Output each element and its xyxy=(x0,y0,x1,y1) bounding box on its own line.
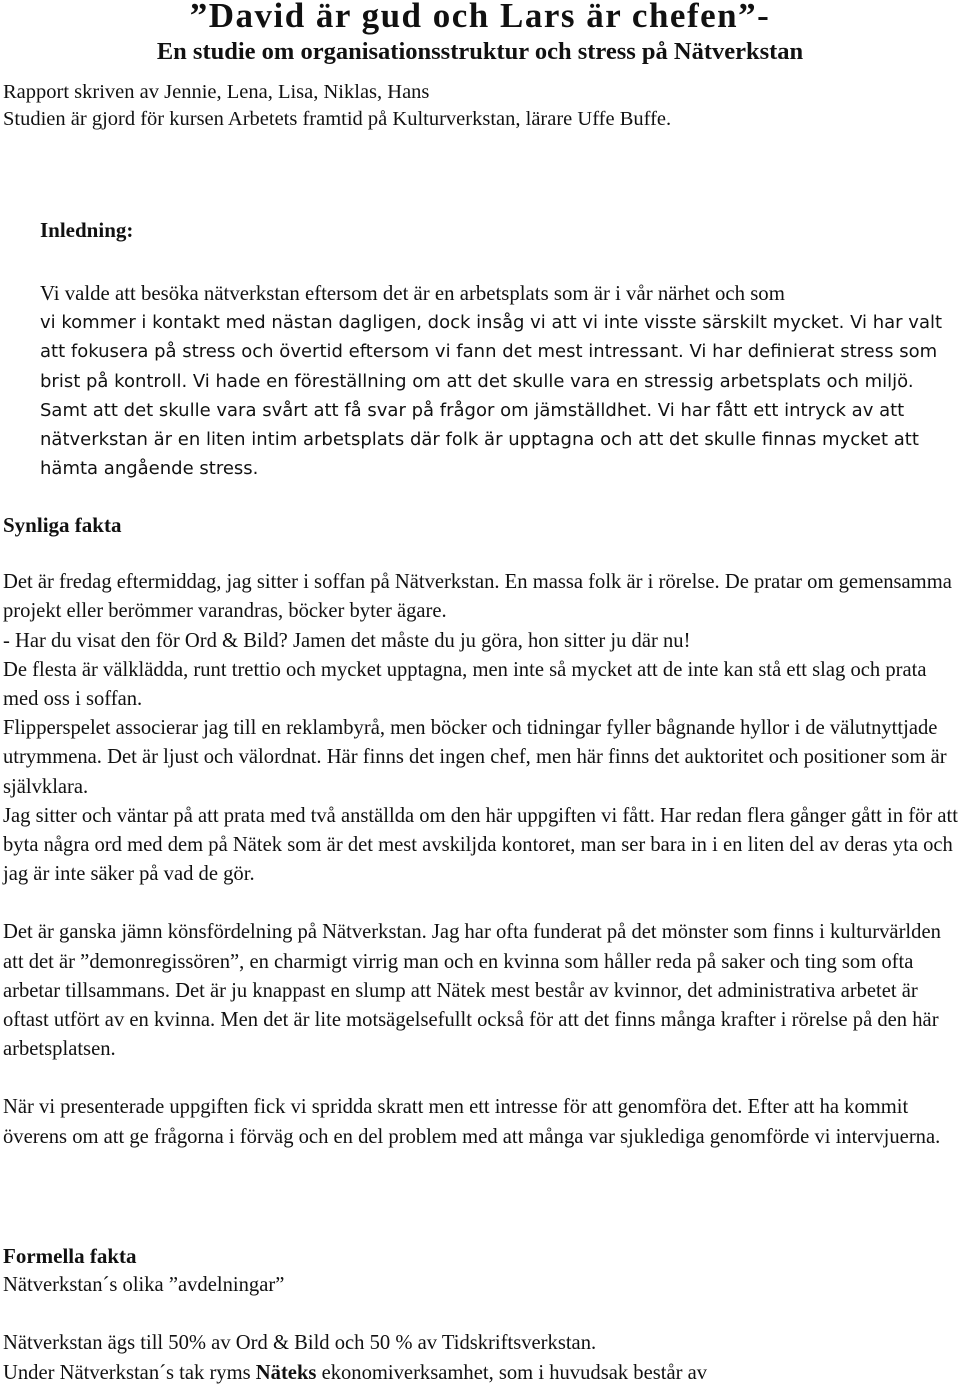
text: ekonomiverksamhet, som i huvudsak består av xyxy=(316,1361,708,1384)
paragraph: Det är ganska jämn könsfördelning på Nätverkstan. Jag har ofta funderat på det mönster som finns i kulturvärlden att det är ”demonregissören”, en charmigt virrig man och en kvinna som håller reda på saker och ting som ofta arbetar tillsammans. Det är ju knappast en slump att Nätek mest består av kvinnor, det administrativa arbetet är oftast utfört av en kvinna. Men det är lite motsägelsefullt också för att det finns många krafter i rörelse på den här arbetsplatsen. xyxy=(3,921,941,1061)
heading-inledning: Inledning: xyxy=(40,218,134,242)
section-formella-fakta xyxy=(3,1242,958,1388)
intro-paragraph xyxy=(40,279,952,483)
paragraph: De flesta är välklädda, runt trettio och mycket upptagna, men inte så mycket att de inte kan stå ett slag och prata med oss i soffan. xyxy=(3,658,927,711)
report-meta xyxy=(3,79,671,133)
heading-formella-fakta: Formella fakta xyxy=(3,1244,137,1268)
intro-lead-line: Vi valde att besöka nätverkstan eftersom det är en arbetsplats som är i vår närhet och som xyxy=(40,282,785,305)
course-line: Studien är gjord för kursen Arbetets framtid på Kulturverkstan, lärare Uffe Buffe. xyxy=(3,108,672,130)
document-subtitle: En studie om organisationsstruktur och stress på Nätverkstan xyxy=(156,38,804,65)
authors-line: Rapport skriven av Jennie, Lena, Lisa, Niklas, Hans xyxy=(3,81,430,103)
paragraph: Flipperspelet associerar jag till en reklambyrå, men böcker och tidningar fyller bågnande hyllor i de välutnyttjade utrymmena. Det är ljust och välordnat. Här finns det ingen chef, men här finns det auktoritet och positioner som är självklara. xyxy=(3,717,947,798)
intro-body: vi kommer i kontakt med nästan dagligen, dock insåg vi att vi inte visste särskilt mycket. Vi har valt att fokusera på stress och övertid eftersom vi fann det mest intressant. Vi har definierat stress som brist på kontroll. Vi hade en föreställning om att det skulle vara en stressig arbetsplats och miljö. Samt att det skulle vara svårt att få svar på frågor om jämställdhet. Vi har fått ett intryck av att nätverkstan är en liten intim arbetsplats där folk är upptagna och att det skulle finnas mycket att hämta angående stress. xyxy=(40,312,943,480)
section-synliga-fakta xyxy=(3,511,958,1152)
heading-synliga-fakta: Synliga fakta xyxy=(3,513,122,537)
paragraph xyxy=(3,1359,958,1388)
bold-text: Näteks xyxy=(255,1361,317,1384)
paragraph: När vi presenterade uppgiften fick vi spridda skratt men ett intresse för att genomföra det. Efter att ha kommit överens om att ge frågorna i förväg och en del problem med att många var sjukledigа genomförde vi intervjuerna. xyxy=(3,1096,941,1148)
paragraph: Nätverkstan ägs till 50% av Ord & Bild och 50 % av Tidskriftsverkstan. xyxy=(3,1332,597,1355)
text: Under Nätverkstan´s tak ryms xyxy=(3,1361,256,1384)
dialogue-line: - Har du visat den för Ord & Bild? Jamen det måste du ju göra, hon sitter ju där nu! xyxy=(3,629,691,652)
document-title: ”David är gud och Lars är chefen”- xyxy=(189,0,771,35)
subheading-avdelningar: Nätverkstan´s olika ”avdelningar” xyxy=(3,1274,285,1297)
paragraph: Jag sitter och väntar på att prata med två anställda om den här uppgiften vi fått. Har redan flera gånger gått in för att byta några ord med dem på Nätek som är det mest avskiljda kontoret, man ser bara in i en liten del av deras yta och jag är inte säker på vad de gör. xyxy=(3,804,958,886)
paragraph: Det är fredag eftermiddag, jag sitter i soffan på Nätverkstan. En massa folk är i rörelse. De pratar om gemensamma projekt eller berömmer varandras, böcker byter ägare. xyxy=(3,571,952,623)
